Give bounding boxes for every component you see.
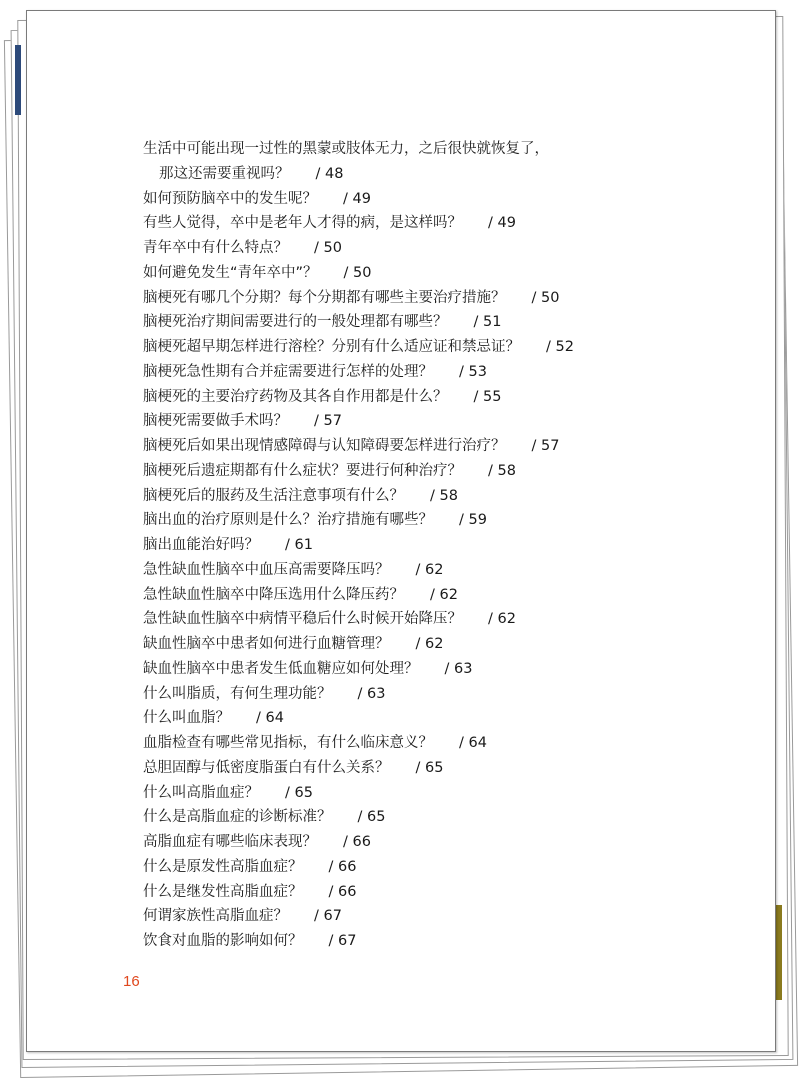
toc-entry xyxy=(143,409,743,434)
toc-entry xyxy=(143,583,743,608)
toc-entry-title: 什么叫脂质，有何生理功能？ xyxy=(143,685,332,702)
toc-entry-page: / 65 xyxy=(416,760,444,776)
toc-entry xyxy=(143,434,743,459)
toc-entry xyxy=(143,211,743,236)
toc-entry-page: / 49 xyxy=(343,191,371,207)
toc-entry-title: 饮食对血脂的影响如何？ xyxy=(143,933,303,949)
toc-entry-title: 急性缺血性脑卒中病情平稳后什么时候开始降压？ xyxy=(143,611,462,628)
toc-entry-title: 总胆固醇与低密度脂蛋白有什么关系？ xyxy=(143,759,390,776)
toc-entry-page: / 67 xyxy=(314,908,342,924)
toc-entry xyxy=(143,335,743,360)
toc-entry-title: 什么叫血脂？ xyxy=(143,710,230,727)
toc-entry-title: 何谓家族性高脂血症？ xyxy=(143,908,288,925)
toc-entry xyxy=(143,360,743,385)
toc-entry-page: / 62 xyxy=(488,611,516,627)
toc-entry xyxy=(143,706,743,731)
toc-entry xyxy=(143,929,743,954)
toc-entry-title: 什么是原发性高脂血症？ xyxy=(143,858,303,875)
toc-entry-page: / 63 xyxy=(358,686,386,702)
sheet-edge-accent xyxy=(15,45,21,115)
toc-entry-title: 脑梗死超早期怎样进行溶栓？分别有什么适应证和禁忌证？ xyxy=(143,339,520,355)
toc-entry-page: / 49 xyxy=(488,215,516,231)
toc-entry-page: / 50 xyxy=(344,265,372,281)
toc-entry xyxy=(143,533,743,558)
toc-entry-page: / 65 xyxy=(358,809,386,825)
toc-entry-page: / 62 xyxy=(430,587,458,603)
toc-entry-title: 脑出血能治好吗？ xyxy=(143,537,259,553)
toc-entry xyxy=(143,286,743,311)
toc-entry-title: 如何预防脑卒中的发生呢？ xyxy=(143,190,317,207)
toc-entry-title: 生活中可能出现一过性的黑蒙或肢体无力，之后很快就恢复了， xyxy=(143,141,549,157)
page-number: 16 xyxy=(123,973,140,990)
toc-entry-page: / 67 xyxy=(329,933,357,949)
toc-entry-title: 缺血性脑卒中患者如何进行血糖管理？ xyxy=(143,636,390,652)
toc-entry-page: / 53 xyxy=(459,364,487,380)
toc-entry-page: / 57 xyxy=(532,438,560,454)
toc-entry xyxy=(143,855,743,880)
toc-entry-title: 急性缺血性脑卒中血压高需要降压吗？ xyxy=(143,561,390,578)
toc-entry-page: / 61 xyxy=(285,537,313,553)
toc-entry-title: 缺血性脑卒中患者发生低血糖应如何处理？ xyxy=(143,660,419,677)
toc-entry-page: / 64 xyxy=(256,710,284,726)
toc-entry xyxy=(143,310,743,335)
toc-entry xyxy=(143,187,743,212)
toc-entry xyxy=(143,805,743,830)
toc-entry-title: 脑梗死需要做手术吗？ xyxy=(143,413,288,430)
toc-entry xyxy=(143,781,743,806)
toc-entry-title: 脑梗死治疗期间需要进行的一般处理都有哪些？ xyxy=(143,314,448,331)
toc-entry xyxy=(143,484,743,509)
toc-entry-title: 脑梗死急性期有合并症需要进行怎样的处理？ xyxy=(143,363,433,380)
toc-entry-title: 脑梗死后的服药及生活注意事项有什么？ xyxy=(143,487,404,504)
toc-entry-page: / 66 xyxy=(329,859,357,875)
toc-entry-page: / 66 xyxy=(329,884,357,900)
sheet-edge-accent xyxy=(776,905,782,1000)
toc-entry-title: 高脂血症有哪些临床表现？ xyxy=(143,834,317,850)
toc-entry-page: / 48 xyxy=(316,166,344,182)
document-page xyxy=(26,10,776,1052)
toc-entry xyxy=(143,261,743,286)
toc-entry-title: 急性缺血性脑卒中降压选用什么降压药？ xyxy=(143,586,404,603)
toc-entry-title: 脑梗死的主要治疗药物及其各自作用都是什么？ xyxy=(143,388,448,405)
toc-entry xyxy=(143,607,743,632)
toc-entry-page: / 59 xyxy=(459,512,487,528)
toc-entry-page: / 55 xyxy=(474,389,502,405)
toc-entry-title: 那这还需要重视吗？ xyxy=(159,165,290,182)
table-of-contents xyxy=(143,137,743,954)
toc-entry xyxy=(143,756,743,781)
toc-entry xyxy=(143,830,743,855)
toc-entry-title: 血脂检查有哪些常见指标，有什么临床意义？ xyxy=(143,735,433,751)
toc-entry-title: 什么是继发性高脂血症？ xyxy=(143,883,303,900)
toc-entry-title: 脑梗死后如果出现情感障碍与认知障碍要怎样进行治疗？ xyxy=(143,438,506,454)
toc-entry-title: 如何避免发生“青年卒中”？ xyxy=(143,264,318,281)
toc-entry-page: / 65 xyxy=(285,785,313,801)
toc-entry-page: / 62 xyxy=(416,562,444,578)
toc-entry-title: 什么是高脂血症的诊断标准？ xyxy=(143,809,332,826)
toc-entry xyxy=(143,236,743,261)
toc-entry-page: / 66 xyxy=(343,834,371,850)
toc-entry-page: / 62 xyxy=(416,636,444,652)
toc-entry xyxy=(143,162,743,187)
toc-entry xyxy=(143,904,743,929)
toc-entry xyxy=(143,657,743,682)
toc-entry-page: / 64 xyxy=(459,735,487,751)
toc-entry-page: / 57 xyxy=(314,413,342,429)
toc-entry xyxy=(143,880,743,905)
toc-entry-page: / 52 xyxy=(546,339,574,355)
toc-entry-title: 脑梗死后遗症期都有什么症状？要进行何种治疗？ xyxy=(143,462,462,479)
toc-entry xyxy=(143,508,743,533)
toc-entry-title: 有些人觉得，卒中是老年人才得的病，是这样吗？ xyxy=(143,215,462,232)
toc-entry xyxy=(143,558,743,583)
toc-entry-title: 脑梗死有哪几个分期？每个分期都有哪些主要治疗措施？ xyxy=(143,289,506,306)
toc-entry-page: / 58 xyxy=(488,463,516,479)
toc-entry-title: 青年卒中有什么特点？ xyxy=(143,240,288,256)
toc-entry-title: 什么叫高脂血症？ xyxy=(143,784,259,801)
toc-entry xyxy=(143,385,743,410)
toc-entry xyxy=(143,632,743,657)
toc-entry xyxy=(143,459,743,484)
toc-entry-page: / 58 xyxy=(430,488,458,504)
toc-entry xyxy=(143,682,743,707)
toc-entry-page: / 50 xyxy=(532,290,560,306)
toc-entry-page: / 50 xyxy=(314,240,342,256)
toc-entry-page: / 63 xyxy=(445,661,473,677)
toc-entry-title: 脑出血的治疗原则是什么？治疗措施有哪些？ xyxy=(143,512,433,529)
toc-entry xyxy=(143,731,743,756)
toc-entry-page: / 51 xyxy=(474,314,502,330)
toc-entry xyxy=(143,137,743,162)
